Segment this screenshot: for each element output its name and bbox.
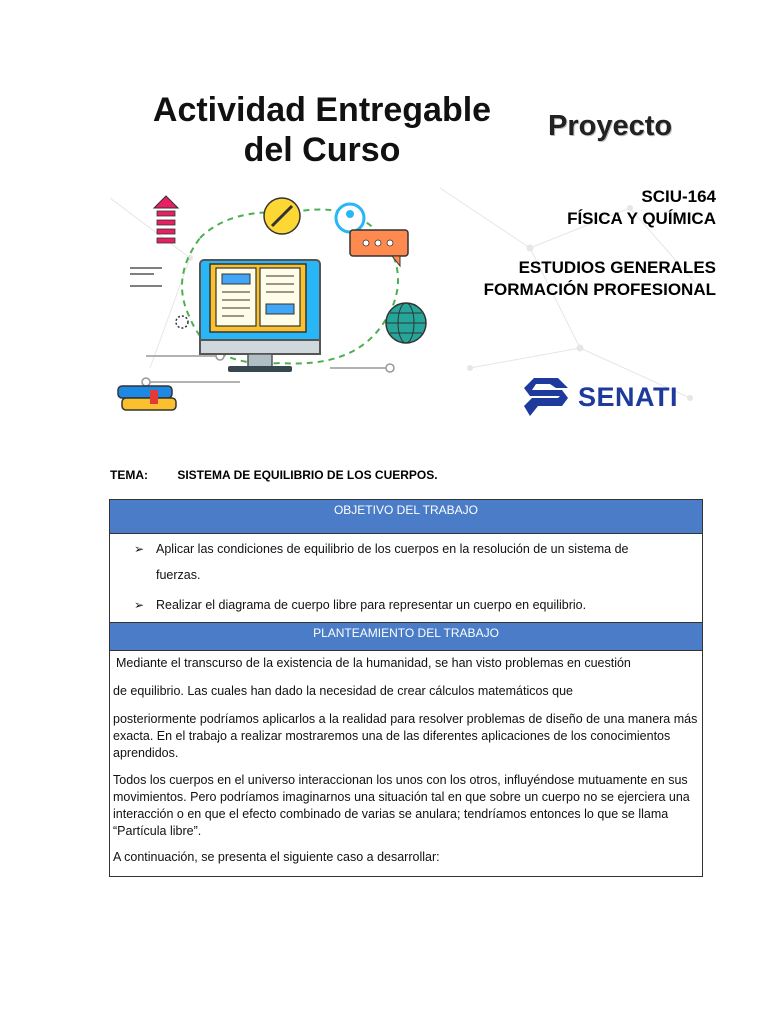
objective-list <box>110 534 702 623</box>
list-item: ➢ Aplicar las condiciones de equilibrio de los cuerpos en la resolución de un sistema de <box>110 538 702 566</box>
title-line-2: del Curso <box>243 131 401 169</box>
arrow-bullet-icon: ➢ <box>134 542 145 556</box>
course-name: FÍSICA Y QUÍMICA <box>567 209 716 228</box>
tema-row <box>110 468 438 482</box>
course-code: SCIU-164 <box>641 187 716 206</box>
department-line-2: FORMACIÓN PROFESIONAL <box>483 280 716 299</box>
paragraph: Mediante el transcurso de la existencia de la humanidad, se han visto problemas en cuestión <box>116 656 631 670</box>
paragraph: de equilibrio. Las cuales han dado la necesidad de crear cálculos matemáticos que <box>113 684 574 698</box>
tema-value: SISTEMA DE EQUILIBRIO DE LOS CUERPOS. <box>177 468 438 482</box>
paragraph: A continuación, se presenta el siguiente caso a desarrollar: <box>113 850 440 864</box>
list-item: ➢ Realizar el diagrama de cuerpo libre para representar un cuerpo en equilibrio. <box>110 594 702 622</box>
senati-logo-text: SENATI <box>578 382 679 412</box>
paragraph: Todos los cuerpos en el universo interaccionan los unos con los otros, influyéndose mutuamente en sus movimientos. Pero podríamos imaginarnos una situación tal en que sobre un cuerpo no se ejerciera una interacción o en que el efecto combinado de varias se anulara; tendríamos entonces lo que se llama “Partícula libre”. <box>113 773 690 838</box>
planning-text <box>110 651 702 876</box>
senati-logo-icon <box>522 376 570 418</box>
list-item-continuation: fuerzas. <box>156 568 201 582</box>
document-title <box>130 90 514 170</box>
assignment-table <box>109 499 703 877</box>
planning-header: PLANTEAMIENTO DEL TRABAJO <box>110 623 702 651</box>
project-label: Proyecto <box>548 110 673 142</box>
objective-header: OBJETIVO DEL TRABAJO <box>110 500 702 534</box>
tema-label: TEMA: <box>110 468 148 482</box>
title-line-1: Actividad Entregable <box>152 91 492 129</box>
arrow-bullet-icon: ➢ <box>134 598 145 612</box>
paragraph: posteriormente podríamos aplicarlos a la realidad para resolver problemas de diseño de una manera más exacta. En el trabajo a realizar mostraremos una de las diferentes aplicaciones de los conocimientos aprendidos. <box>113 712 698 760</box>
department-line-1: ESTUDIOS GENERALES <box>518 258 716 277</box>
